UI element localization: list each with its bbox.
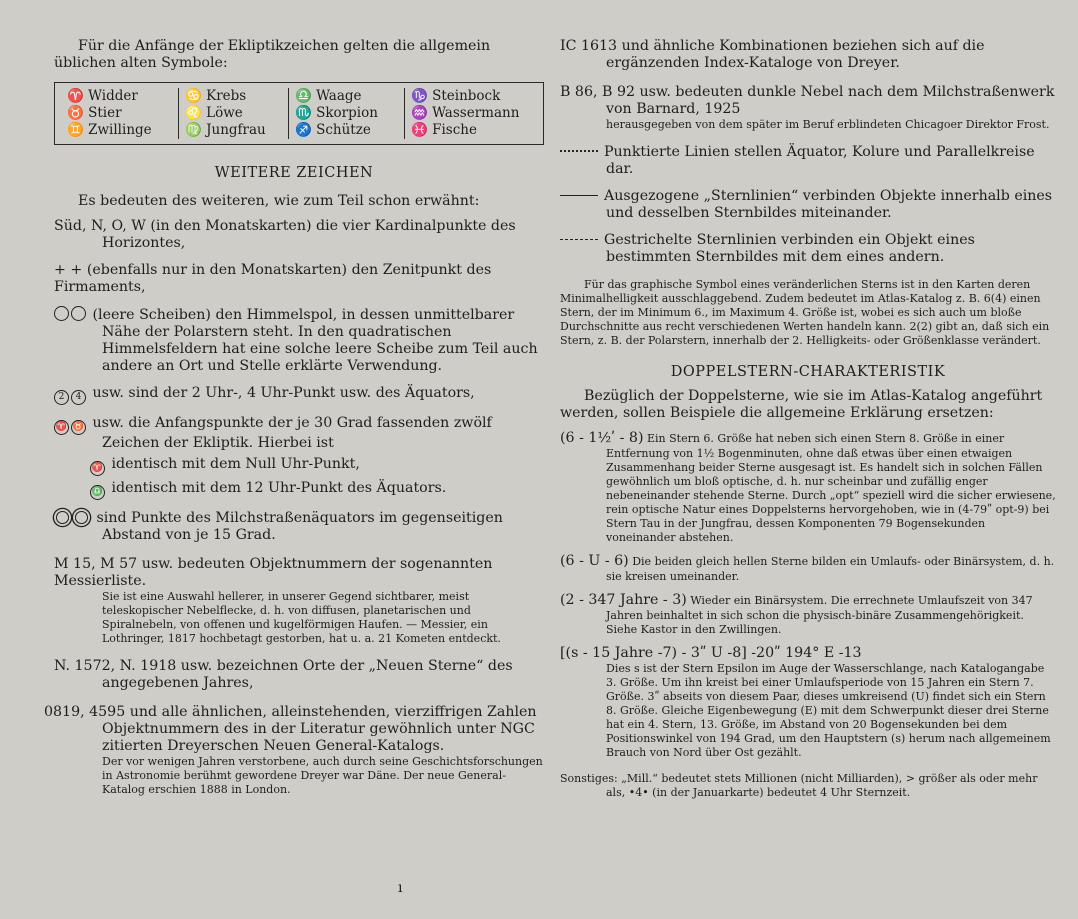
example-text: Ein Stern 6. Größe hat neben sich einen Stern 8. Größe in einer Entfernung von 1½ Bogenminuten, ohne daß etwas über einen etwaigen Zusammenhang beider Sterne ausgesagt ist. Es handelt sich in solchen Fällen gewöhnlich um bloß optische, d. h. nur scheinbar und zufällig enger nebeneinander stehende Sterne. Durch „opt“ speziell wird die sicher erwiesene, rein optische Natur eines Doppelsterns hervorgehoben, wie in (4-79ʺ opt-9) bei Stern Tau in der Jungfrau, dessen Komponenten 79 Bogensekunden voneinander abstehen. [606,432,1056,544]
solid-line-icon [560,195,598,196]
circled-4-icon: 4 [71,390,86,405]
double-star-example [560,553,1056,584]
zodiac-name: Zwillinge [88,122,152,138]
zodiac-column [179,88,289,139]
zodiac-column [405,88,539,139]
example-key: [(s - 15 Jahre -7) - 3ʺ U -8] -20ʺ 194° E -13 [560,645,862,661]
taurus-icon: ♉ [67,105,84,121]
scorpio-icon: ♏ [295,105,312,121]
example-key: (2 - 347 Jahre - 3) [560,592,687,608]
entry-dashed-lines [560,232,1056,266]
entry-text: (ebenfalls nur in den Monatskarten) den Zenitpunkt des Firmaments, [54,262,492,295]
double-circle-icon [56,511,69,524]
section-heading-doppelstern: DOPPELSTERN-CHARAKTERISTIK [670,364,946,380]
circled-aries-icon: ♈ [54,420,69,435]
empty-circle-icon [71,306,86,321]
circled-2-icon: 2 [54,390,69,405]
entry-novae: N. 1572, N. 1918 usw. bezeichnen Orte der „Neuen Sterne“ des angegebenen Jahres, [54,658,513,691]
entry-hour-points [54,385,544,405]
zodiac-name: Steinbock [432,88,501,104]
double-circle-icon [75,511,88,524]
zodiac-name: Wassermann [432,105,520,121]
entry-text: sind Punkte des Milchstraßenäquators im gegenseitigen Abstand von je 15 Grad. [96,510,503,543]
entry-text: identisch mit dem Null Uhr-Punkt, [111,456,360,472]
lead-paragraph: Bezüglich der Doppelsterne, wie sie im Atlas-Katalog angeführt werden, sollen Beispiele die allgemeine Erklärung ersetzen: [560,388,1043,421]
lead-paragraph: Es bedeuten des weiteren, wie zum Teil schon erwähnt: [78,193,480,209]
circled-aries-icon: ♈ [90,461,105,476]
entry-text: (leere Scheiben) den Himmelspol, in dessen unmittelbarer Nähe der Polarstern steht. In den quadratischen Himmelsfeldern hat eine solche leere Scheibe zum Teil auch andere an Ort und Stelle erklärte Verwendung. [92,307,538,374]
left-column [44,38,544,797]
entry-messier: M 15, M 57 usw. bedeuten Objektnummern der sogenannten Messierliste. [54,556,493,589]
empty-circle-icon [54,306,69,321]
double-star-example [560,592,1056,637]
entry-text: identisch mit dem 12 Uhr-Punkt des Äquators. [111,480,447,496]
leo-icon: ♌ [185,105,202,121]
zodiac-name: Krebs [206,88,247,104]
zodiac-name: Waage [316,88,362,104]
entry-ngc-note: Der vor wenigen Jahren verstorbene, auch durch seine Geschichtsforschungen in Astronomie berühmt gewordene Dreyer war Däne. Der neue General-Katalog erschien 1888 in London. [102,755,543,796]
libra-icon: ♎ [295,88,312,104]
aquarius-icon: ♒ [411,105,428,121]
entry-empty-disc [54,306,544,375]
entry-identity-1 [90,456,544,476]
entry-barnard-note: herausgegeben von dem später im Beruf erblindeten Chicagoer Direktor Frost. [606,118,1050,131]
zodiac-name: Löwe [206,105,243,121]
zodiac-name: Schütze [316,122,371,138]
zodiac-intro: Für die Anfänge der Ekliptikzeichen gelten die allgemein üblichen alten Symbole: [54,38,491,71]
entry-barnard: B 86, B 92 usw. bedeuten dunkle Nebel nach dem Milchstraßenwerk von Barnard, 1925 [560,84,1055,117]
sagittarius-icon: ♐ [295,122,312,138]
example-text: Dies s ist der Stern Epsilon im Auge der Wasserschlange, nach Katalogangabe 3. Größe. Um ihn kreist bei einer Umlaufsperiode von 15 Jahren ein Stern 7. Größe. 3ʺ abseits von diesem Paar, dieses umkreisend (U) findet sich ein Stern 8. Größe. Gleiche Eigenbewegung (E) mit dem Schwerpunkt dieser drei Sterne hat ein 4. Stern, 13. Größe, im Abstand von 20 Bogensekunden bei dem Positionswinkel von 194 Grad, um den Hauptstern (s) herum nach allgemeinem Brauch von Nord über Ost gezählt. [606,662,1051,759]
zodiac-column [61,88,179,139]
misc-note: Sonstiges: „Mill.“ bedeutet stets Millionen (nicht Milliarden), > größer als oder mehr als, •4• (in der Januarkarte) bedeutet 4 Uhr Sternzeit. [560,772,1038,799]
entry-messier-note: Sie ist eine Auswahl hellerer, in unserer Gegend sichtbarer, meist teleskopischer Nebelflecke, d. h. von diffusen, planetarischen und Spiralnebeln, von offenen und kugelförmigen Haufen. — Messier, ein Lothringer, 1817 hochbetagt gestorben, hat u. a. 21 Kometen entdeckt. [102,590,501,645]
section-heading-weitere-zeichen: WEITERE ZEICHEN [214,165,374,181]
entry-ngc: 0819, 4595 und alle ähnlichen, alleinstehenden, vierziffrigen Zahlen Objektnummern des in der Literatur gewöhnlich unter NGC zitierten Dreyerschen Neuen General-Katalogs. [44,704,537,754]
entry-text: Gestrichelte Sternlinien verbinden ein Objekt eines bestimmten Sternbildes mit dem eines andern. [604,232,975,265]
zodiac-table [54,82,544,145]
dotted-line-icon [560,150,598,152]
example-text: Die beiden gleich hellen Sterne bilden ein Umlaufs- oder Binärsystem, d. h. sie kreisen umeinander. [606,555,1055,583]
entry-text: usw. die Anfangspunkte der je 30 Grad fassenden zwölf Zeichen der Ekliptik. Hierbei ist [92,415,492,451]
entry-milky-way [54,510,544,544]
zodiac-name: Skorpion [316,105,378,121]
virgo-icon: ♍ [185,122,202,138]
variable-star-note: Für das graphische Symbol eines veränderlichen Sterns ist in den Karten deren Minimalhelligkeit ausschlaggebend. Zudem bedeutet im Atlas-Katalog z. B. 6(4) einen Stern, der im Minimum 6., im Maximum 4. Größe ist, wobei es sich auch um bloße Durchschnitte aus recht verschiedenen Werten handeln kann. 2(2) gibt an, daß sich ein Stern, z. B. der Polarstern, innerhalb der 2. Helligkeits- oder Größenklasse verändert. [560,278,1050,347]
aries-icon: ♈ [67,88,84,104]
entry-ic: IC 1613 und ähnliche Kombinationen beziehen sich auf die ergänzenden Index-Kataloge von Dreyer. [560,38,985,71]
dashed-line-icon [560,239,598,240]
zodiac-name: Jungfrau [206,122,266,138]
entry-dotted-lines [560,144,1056,178]
plus-symbol: + + [54,262,83,278]
right-column [560,38,1056,800]
pisces-icon: ♓ [411,122,428,138]
entry-text: Punktierte Linien stellen Äquator, Kolure und Parallelkreise dar. [604,144,1035,177]
zodiac-name: Widder [88,88,138,104]
entry-zodiac-points [54,415,544,452]
zodiac-column [289,88,405,139]
entry-cardinal-points: Süd, N, O, W (in den Monatskarten) die vier Kardinalpunkte des Horizontes, [54,218,516,251]
zodiac-name: Fische [432,122,477,138]
double-star-example [560,430,1056,545]
entry-zenith [54,262,544,296]
page-mark: ı [398,880,403,896]
example-text: Wieder ein Binärsystem. Die errechnete Umlaufszeit von 347 Jahren beinhaltet in sich schon die physisch-binäre Zusammengehörigkeit. Siehe Kastor in den Zwillingen. [606,594,1033,636]
example-key: (6 - U - 6) [560,553,629,569]
circled-taurus-icon: ♉ [71,420,86,435]
entry-solid-lines [560,188,1056,222]
capricorn-icon: ♑ [411,88,428,104]
entry-text: Ausgezogene „Sternlinien“ verbinden Objekte innerhalb eines und desselben Sternbildes miteinander. [604,188,1053,221]
entry-identity-2 [90,480,544,500]
example-key: (6 - 1½ʹ - 8) [560,430,644,446]
cancer-icon: ♋ [185,88,202,104]
circled-libra-icon: ♎ [90,485,105,500]
gemini-icon: ♊ [67,122,84,138]
zodiac-name: Stier [88,105,122,121]
entry-text: usw. sind der 2 Uhr-, 4 Uhr-Punkt usw. des Äquators, [92,385,475,401]
